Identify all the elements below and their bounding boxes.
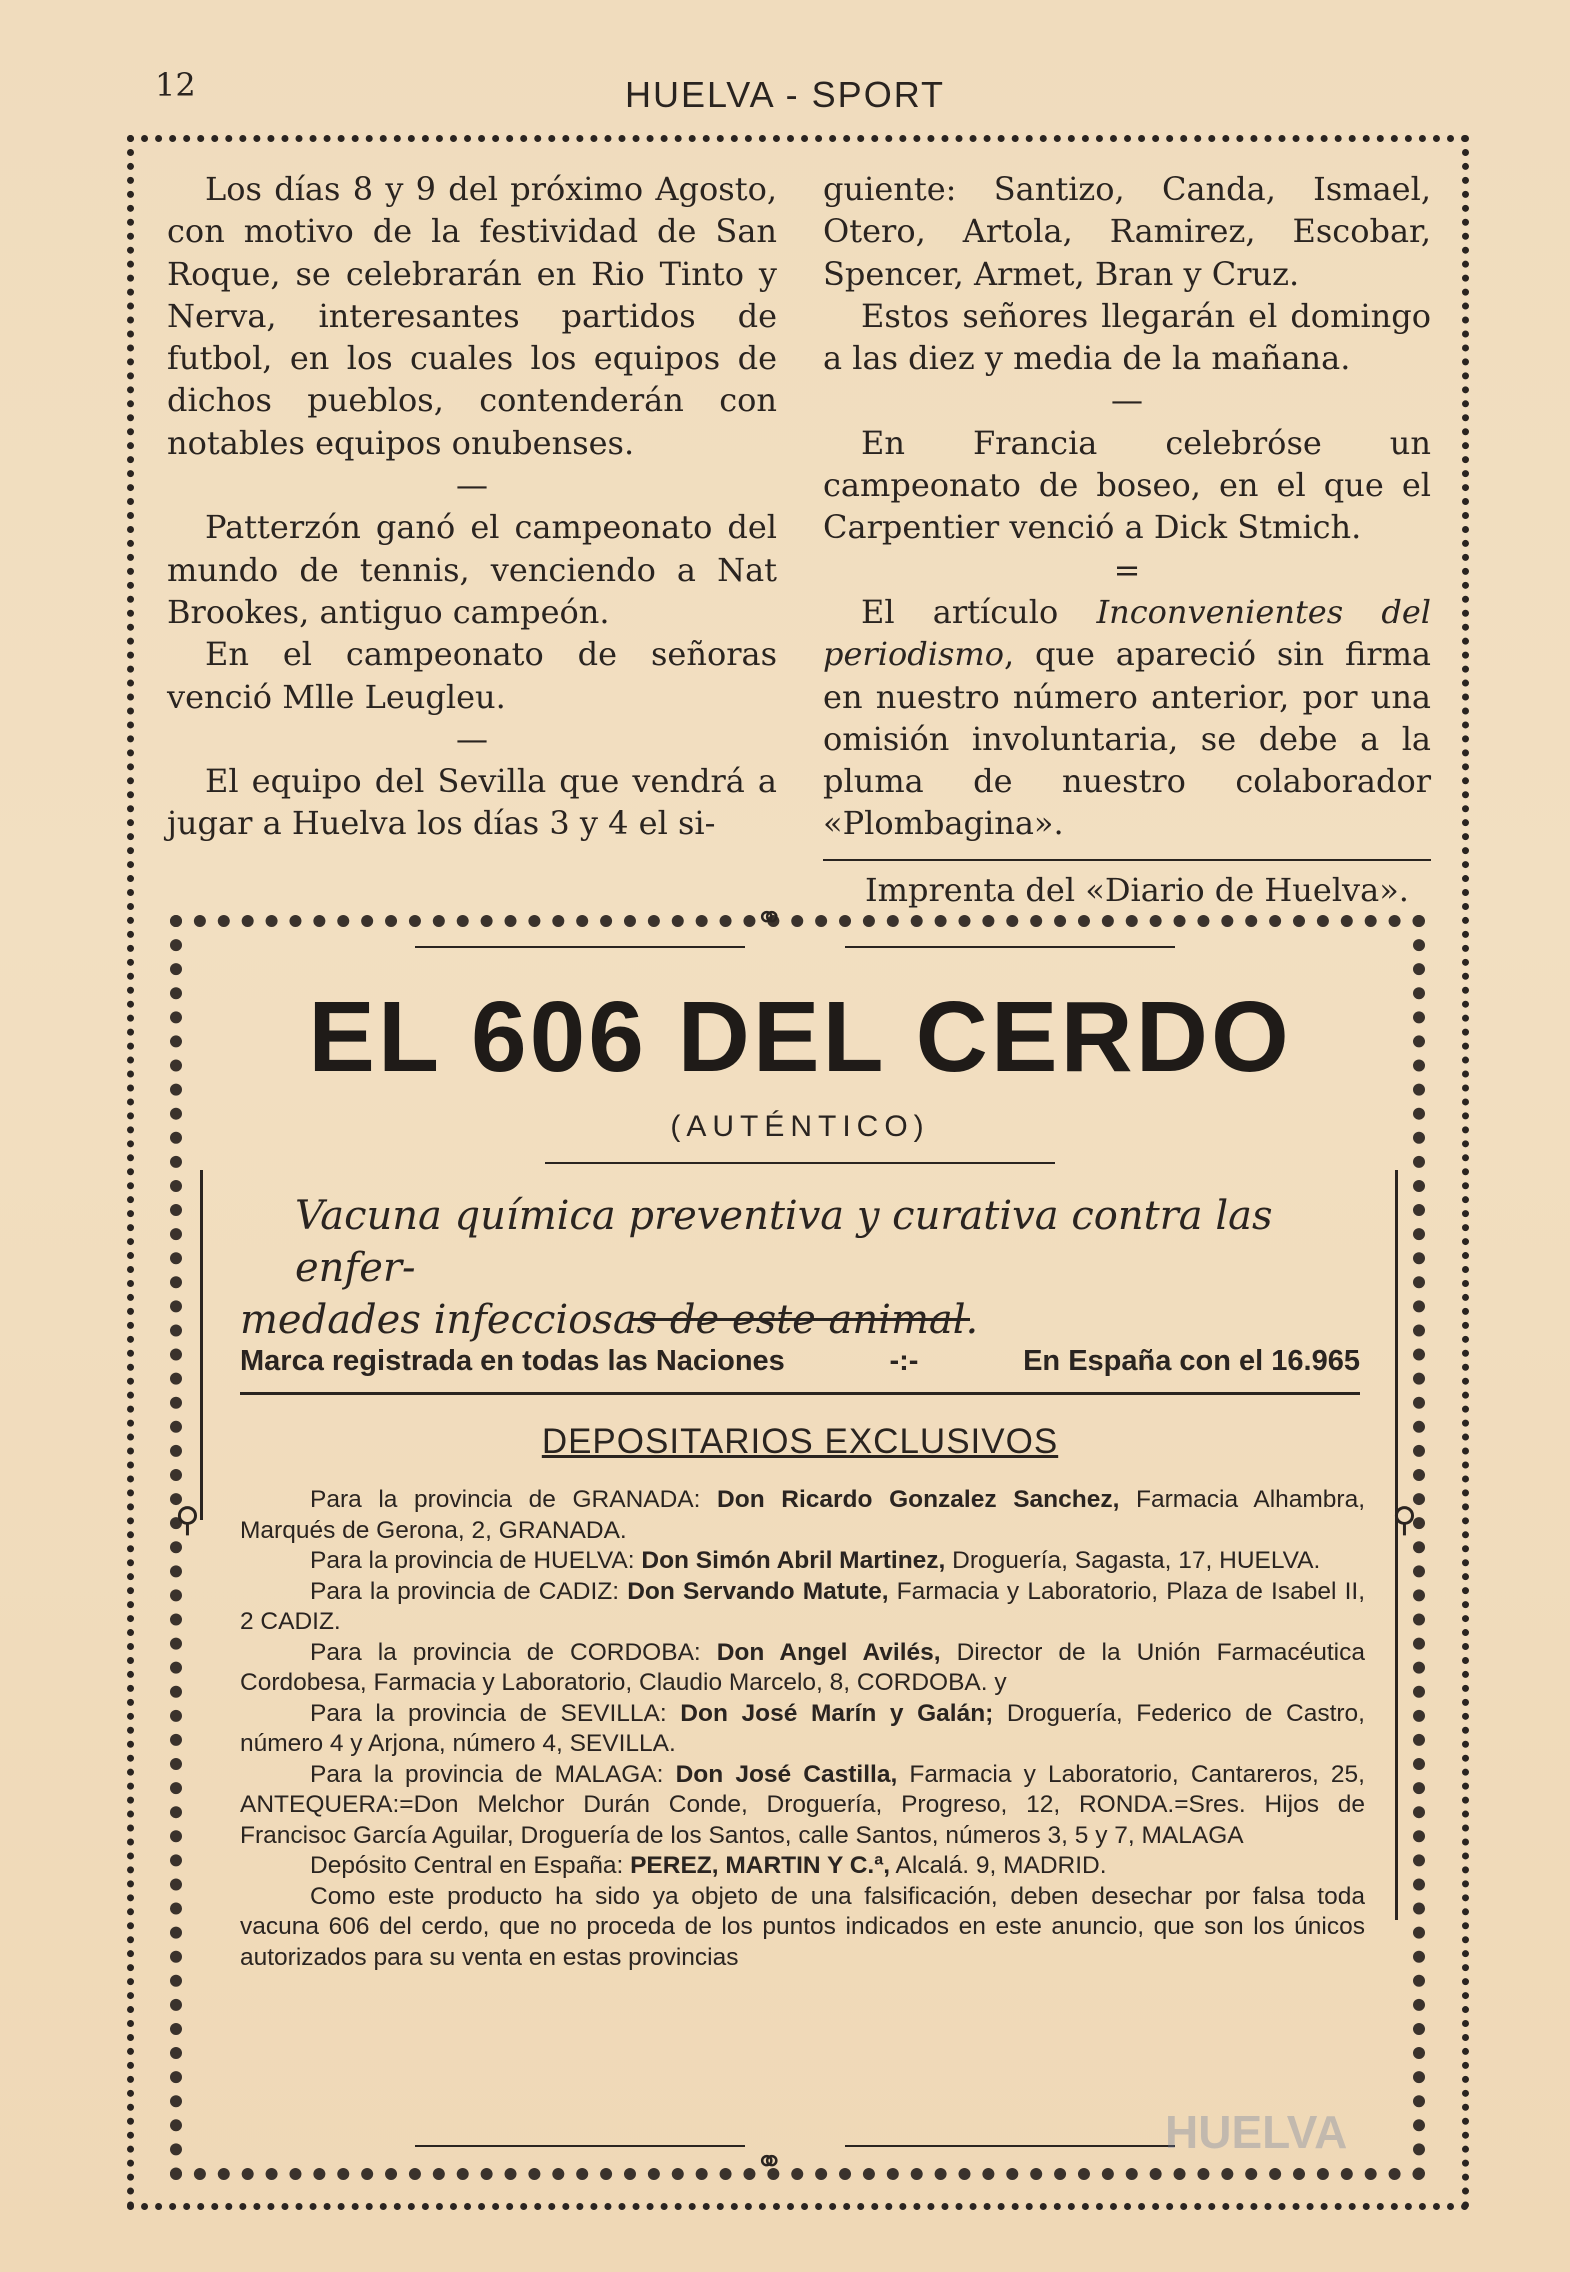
ad-left-vertical-rule [200,1170,203,1520]
registration-number: En España con el 16.965 [1023,1345,1360,1377]
trademark-text: Marca registrada en todas las Naciones [240,1345,785,1377]
separator: = [1113,550,1141,589]
entry-name: Don Ricardo Gonzalez Sanchez, [717,1486,1120,1513]
separator: — [456,719,488,758]
depositarios-title: DEPOSITARIOS EXCLUSIVOS [541,1422,1059,1461]
entry-name: Don José Castilla, [675,1760,898,1788]
news-item-ladies: En el campeonato de señoras venció Mlle Leugleu. [167,635,777,716]
entry-address: Droguería, Sagasta, 17, HUELVA. [945,1547,1321,1574]
entry-name: Don Angel Avilés, [716,1638,941,1666]
news-item-tennis: Patterzón ganó el campeonato del mundo de tennis, venciendo a Nat Brookes, antiguo campeón. [167,508,777,631]
news-item-sevilla-cont: guiente: Santizo, Canda, Ismael, Otero, Artola, Ramirez, Escobar, Spencer, Armet, Bran y Cruz. [823,170,1431,293]
ornament-bottom-icon: ⚭ [755,2142,784,2182]
depositario-entry [240,1546,1365,1577]
entry-province: Para la provincia de GRANADA: [310,1486,718,1513]
ad-description-line: medades infecciosas de este animal. [240,1297,979,1343]
depositario-entry [240,1699,1365,1760]
ad-top-rule-left [415,946,745,948]
falsification-warning [240,1882,1365,1974]
entry-province: Para la provincia de MALAGA: [310,1760,676,1788]
depositario-entry [240,1485,1365,1546]
news-item-boxing: En Francia celebróse un campeonato de boseo, en el que el Carpentier venció a Dick Stmich. [823,423,1431,547]
entry-address: Farmacia y Laboratorio, Plaza de Isabel II, 2 CADIZ. [240,1577,1366,1635]
article-credit-text: El artículo [861,592,1097,631]
entry-name: Don Servando Matute, [627,1577,889,1605]
entry-address: Alcalá. 9, MADRID. [890,1852,1107,1879]
ornament-right-icon: ⚲ [1392,1500,1417,1540]
ornament-left-icon: ⚲ [175,1500,200,1540]
article-title: Inconvenientes del periodismo [823,592,1432,674]
ad-bottom-rule-left [415,2145,745,2147]
news-item-article-credit [823,591,1431,845]
ad-right-vertical-rule [1395,1170,1398,1920]
depositario-entry [240,1760,1365,1852]
ad-description [240,1190,1360,1346]
trademark-line [240,1345,1360,1378]
news-item-arrival: Estos señores llegarán el domingo a las diez y media de la mañana. [823,296,1431,378]
news-item-sevilla: El equipo del Sevilla que vendrá a jugar a Huelva los días 3 y 4 el si- [167,762,777,843]
depositario-entry [240,1851,1365,1882]
entry-address: Farmacia Alhambra, Marqués de Gerona, 2, GRANADA. [240,1486,1366,1544]
depositarios-list [240,1485,1365,1973]
warning-text: Como este producto ha sido ya objeto de una falsificación, deben desechar por falsa toda vacuna 606 del cerdo, que no proceda de los puntos indicados en este anuncio, que son los únicos autorizados para su venta en estas provincias [240,1882,1365,1971]
entry-province: Para la provincia de HUELVA: [310,1547,642,1574]
ad-top-rule-right [845,946,1175,948]
trademark-rule [240,1392,1360,1395]
entry-address: Director de la Unión Farmacéutica Cordobesa, Farmacia y Laboratorio, Claudio Marcelo, 8, CORDOBA. y [240,1638,1366,1696]
entry-name: PEREZ, MARTIN Y C.ª, [630,1852,891,1879]
description-rule [630,1318,970,1321]
imprenta-line: Imprenta del «Diario de Huelva». [865,870,1409,909]
entry-province: Para la provincia de CADIZ: [310,1577,628,1605]
ad-description-line: Vacuna química preventiva y curativa contra las enfer- [295,1193,1273,1291]
entry-name: Don José Marín y Galán; [680,1699,994,1727]
running-title: HUELVA - SPORT [624,74,946,115]
archive-watermark: HUELVA [1165,2106,1348,2158]
news-item-san-roque: Los días 8 y 9 del próximo Agosto, con motivo de la festividad de San Roque, se celebrarán en Rio Tinto y Nerva, interesantes partidos de futbol, en los cuales los equipos de dichos pueblos, contenderán con notables equipos onubenses. [167,170,777,462]
entry-address: Farmacia y Laboratorio, Cantareros, 25, ANTEQUERA:=Don Melchor Durán Conde, Droguería, Progreso, 12, RONDA.=Sres. Hijos de Francisoc García Aguilar, Droguería de los Santos, calle Santos, números 3, 5 y 7, MALAGA [240,1760,1365,1849]
depositario-entry [240,1638,1365,1699]
entry-province: Depósito Central en España: [310,1852,631,1879]
entry-province: Para la provincia de CORDOBA: [310,1638,717,1666]
separator: — [1111,381,1143,420]
page-number: 12 [155,66,196,104]
ad-bottom-rule-right [845,2145,1175,2147]
ornament-top-icon: ⚭ [755,898,784,938]
imprenta-rule [823,859,1431,861]
ad-title: EL 606 DEL CERDO [308,981,1292,1093]
depositario-entry [240,1577,1365,1638]
advertisement [200,940,1400,2155]
article-credit-text: , que apareció sin firma en nuestro número anterior, por una omisión involuntaria, se debe a la pluma de nuestro colaborador «Plombagina». [823,635,1431,843]
subtitle-rule [545,1162,1055,1164]
entry-address: Droguería, Federico de Castro, número 4 y Arjona, número 4, SEVILLA. [240,1699,1365,1757]
left-column [167,168,777,845]
entry-name: Don Simón Abril Martinez, [641,1547,946,1574]
right-column [823,168,1431,911]
trademark-separator: -:- [889,1345,919,1377]
separator: — [456,466,488,505]
ad-subtitle: (AUTÉNTICO) [670,1110,930,1143]
entry-province: Para la provincia de SEVILLA: [310,1699,681,1727]
